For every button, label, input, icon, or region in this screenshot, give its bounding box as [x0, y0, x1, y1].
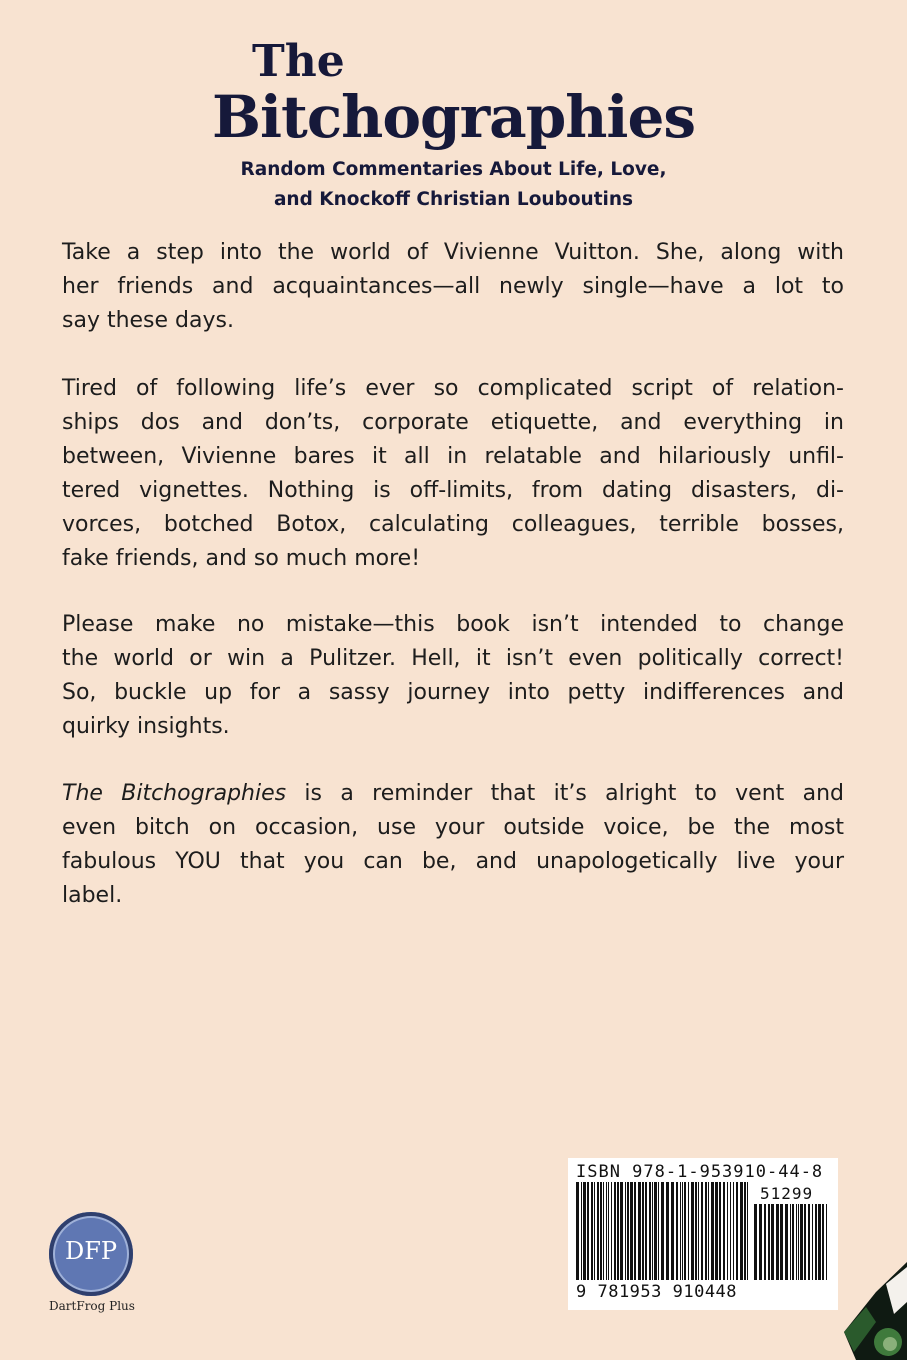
- subtitle-line-2: and Knockoff Christian Louboutins: [273, 189, 634, 210]
- barcode-bar: [576, 1182, 579, 1280]
- blurb-line: even bitch on occasion, use your outside voice, be the most: [62, 815, 844, 840]
- barcode-bar: [642, 1182, 644, 1280]
- barcode-bar: [723, 1182, 725, 1280]
- blurb-line: Take a step into the world of Vivienne Vuitton. She, along with: [62, 240, 844, 265]
- barcode-bar: [608, 1182, 609, 1280]
- barcode-bar: [776, 1204, 779, 1280]
- bottle-decoration: [836, 1262, 907, 1360]
- blurb-paragraph-1: [62, 236, 844, 338]
- barcode-digits: 9 781953 910448: [576, 1282, 738, 1302]
- barcode-bar: [658, 1182, 659, 1280]
- barcode-bar: [684, 1182, 686, 1280]
- barcode-bar: [691, 1182, 694, 1280]
- barcode-bar: [798, 1204, 799, 1280]
- barcode-bar: [688, 1182, 689, 1280]
- barcode-bar: [625, 1182, 626, 1280]
- blurb-line: Tired of following life’s ever so complicated script of relation-: [62, 376, 844, 401]
- barcode-bar: [701, 1182, 703, 1280]
- barcode-bar: [812, 1204, 813, 1280]
- barcode-bar: [708, 1182, 709, 1280]
- barcode-bar: [780, 1204, 783, 1280]
- blurb-paragraph-2: [62, 372, 844, 576]
- barcode-bar: [727, 1182, 728, 1280]
- blurb-line: quirky insights.: [62, 714, 230, 739]
- barcode-bar: [594, 1182, 595, 1280]
- barcode-bar: [680, 1182, 681, 1280]
- barcode-addon-bars: [754, 1204, 832, 1304]
- blurb-line: Please make no mistake—this book isn’t intended to change: [62, 612, 844, 637]
- blurb-line: fabulous YOU that you can be, and unapologetically live your: [62, 849, 844, 874]
- subtitle-line-1: Random Commentaries About Life, Love,: [240, 159, 667, 180]
- barcode-bar: [759, 1204, 762, 1280]
- blurb-line: her friends and acquaintances—all newly single—have a lot to: [62, 274, 844, 299]
- barcode-bar: [768, 1204, 770, 1280]
- barcode-bar: [645, 1182, 647, 1280]
- barcode-bar: [638, 1182, 641, 1280]
- blurb-paragraph-4: [62, 777, 844, 913]
- price-code: 51299: [760, 1184, 814, 1203]
- barcode: [568, 1158, 838, 1310]
- barcode-bar: [611, 1182, 612, 1280]
- barcode-bar: [800, 1204, 803, 1280]
- barcode-bar: [695, 1182, 697, 1280]
- barcode-bar: [630, 1182, 633, 1280]
- barcode-bar: [785, 1204, 788, 1280]
- barcode-bar: [617, 1182, 619, 1280]
- barcode-bar: [682, 1182, 683, 1280]
- blurb-line: So, buckle up for a sassy journey into petty indifferences and: [62, 680, 844, 705]
- barcode-bar: [654, 1182, 657, 1280]
- barcode-bar: [705, 1182, 707, 1280]
- barcode-bar: [771, 1204, 774, 1280]
- barcode-bar: [581, 1182, 582, 1280]
- blurb-line-rest: is a reminder that it’s alright to vent and: [286, 781, 844, 806]
- blurb-line: fake friends, and so much more!: [62, 546, 421, 571]
- barcode-bar: [600, 1182, 602, 1280]
- barcode-bar: [676, 1182, 678, 1280]
- barcode-bar: [597, 1182, 599, 1280]
- barcode-bar: [620, 1182, 623, 1280]
- barcode-bar: [606, 1182, 607, 1280]
- barcode-bar: [754, 1204, 757, 1280]
- barcode-bar: [603, 1182, 604, 1280]
- barcode-bar: [634, 1182, 636, 1280]
- publisher-name: DartFrog Plus: [49, 1299, 135, 1313]
- barcode-bar: [740, 1182, 743, 1280]
- isbn-label: ISBN 978-1-953910-44-8: [576, 1162, 824, 1182]
- barcode-bar: [671, 1182, 674, 1280]
- barcode-bar: [796, 1204, 797, 1280]
- barcode-bar: [804, 1204, 806, 1280]
- barcode-bars: [576, 1182, 752, 1282]
- barcode-bar: [815, 1204, 817, 1280]
- barcode-bar: [591, 1182, 593, 1280]
- barcode-bar: [826, 1204, 827, 1280]
- barcode-bar: [666, 1182, 669, 1280]
- title-the: The: [252, 36, 345, 87]
- barcode-bar: [790, 1204, 791, 1280]
- barcode-bar: [583, 1182, 586, 1280]
- book-title: Bitchographies: [212, 83, 696, 151]
- blurb-paragraph-3: [62, 608, 844, 744]
- publisher-logo: [49, 1212, 133, 1296]
- barcode-bar: [764, 1204, 766, 1280]
- barcode-bar: [711, 1182, 714, 1280]
- barcode-bar: [818, 1204, 821, 1280]
- barcode-bar: [736, 1182, 738, 1280]
- blurb-line: the world or win a Pulitzer. Hell, it isn’t even politically correct!: [62, 646, 844, 671]
- barcode-bar: [822, 1204, 824, 1280]
- publisher-logo-text: DFP: [64, 1237, 118, 1265]
- blurb-line: vorces, botched Botox, calculating colleagues, terrible bosses,: [62, 512, 844, 537]
- blurb-line: between, Vivienne bares it all in relatable and hilariously unfil-: [62, 444, 844, 469]
- barcode-bar: [587, 1182, 589, 1280]
- book-title-italic: The Bitchographies: [62, 781, 287, 806]
- blurb-line: ships dos and don’ts, corporate etiquette, and everything in: [62, 410, 844, 435]
- barcode-bar: [730, 1182, 731, 1280]
- barcode-bar: [652, 1182, 653, 1280]
- barcode-bar: [698, 1182, 699, 1280]
- barcode-bar: [614, 1182, 616, 1280]
- barcode-bar: [747, 1182, 748, 1280]
- blurb-line: label.: [62, 883, 123, 908]
- blurb-line: tered vignettes. Nothing is off-limits, from dating disasters, di-: [62, 478, 844, 503]
- barcode-bar: [661, 1182, 664, 1280]
- barcode-bar: [744, 1182, 746, 1280]
- blurb-line: say these days.: [62, 308, 234, 333]
- barcode-bar: [733, 1182, 734, 1280]
- blurb-line: [62, 777, 844, 811]
- barcode-bar: [649, 1182, 651, 1280]
- barcode-bar: [808, 1204, 810, 1280]
- barcode-bar: [627, 1182, 629, 1280]
- barcode-bar: [715, 1182, 718, 1280]
- barcode-bar: [719, 1182, 721, 1280]
- barcode-bar: [792, 1204, 794, 1280]
